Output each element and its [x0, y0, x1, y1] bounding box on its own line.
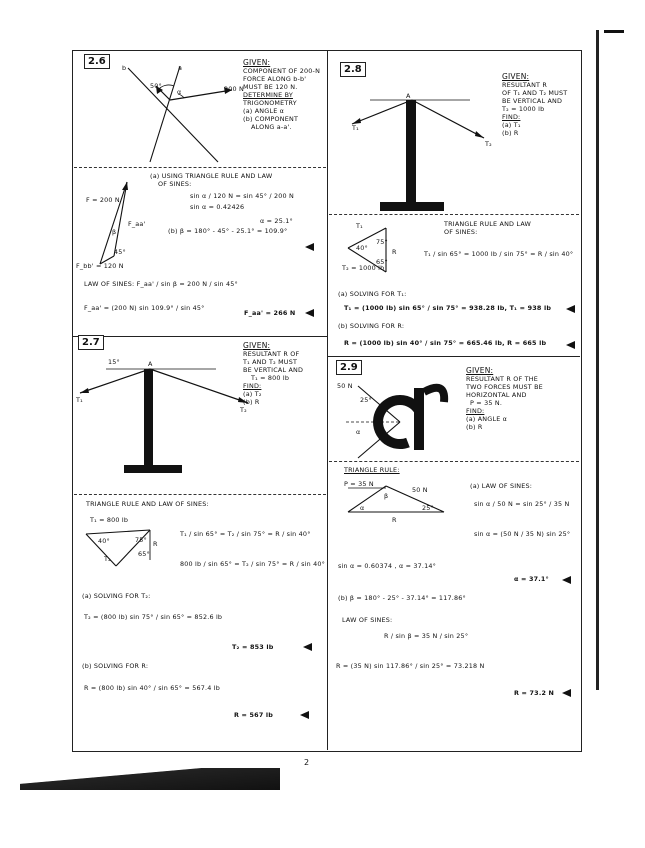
p29-tri-label-beta: β	[384, 492, 389, 500]
scan-shadow-bottom	[20, 768, 280, 790]
p27-given-line: BE VERTICAL AND	[243, 366, 304, 375]
p28-sol-a-heading: (a) SOLVING FOR T₁:	[338, 290, 407, 298]
p29-sol-b-beta: (b) β = 180° - 25° - 37.14° = 117.86°	[338, 594, 466, 602]
p28-answer-arrow-a	[566, 305, 575, 313]
p26-given	[243, 58, 320, 131]
p26-given-line: FORCE ALONG b-b'	[243, 75, 307, 84]
p29-answer-arrow-a	[562, 576, 571, 584]
p29-sol-a-heading: (a) LAW OF SINES:	[470, 482, 533, 490]
p27-given-line: T₁ = 800 lb	[251, 374, 290, 383]
p27-fig-label-A: A	[148, 360, 153, 368]
p27-tri-label-T1: T₁ = 800 lb	[90, 516, 129, 524]
p28-eq: T₁ / sin 65° = 1000 lb / sin 75° = R / sin 40°	[424, 250, 574, 258]
problem-number-2-8: 2.8	[340, 62, 366, 77]
p26-sol-line: OF SINES:	[158, 180, 192, 188]
p26-fig-label-50: 50°	[150, 82, 162, 90]
p28-given-title: GIVEN:	[502, 72, 530, 81]
p27-given-title: GIVEN:	[243, 341, 271, 350]
p27-tri-label-T2: T₂	[104, 555, 111, 563]
p28-fig-label-T1: T₁	[352, 124, 359, 132]
p27-sol-a-expression: T₂ = (800 lb) sin 75° / sin 65° = 852.6 lb	[84, 613, 223, 621]
problem-number-2-6: 2.6	[84, 54, 110, 69]
p26-fig-label-b: b	[122, 64, 127, 72]
p28-tri-label-T2: T₂ = 1000 lb	[342, 264, 385, 272]
p28-sol-line: OF SINES:	[444, 228, 478, 236]
p26-given-line: (b) COMPONENT	[243, 115, 299, 124]
p27-given	[243, 341, 303, 406]
p27-given-line: (b) R	[243, 398, 260, 407]
p29-answer-a: α = 37.1°	[514, 575, 549, 583]
p27-given-line: RESULTANT R OF	[243, 350, 300, 359]
p29-given-line: HORIZONTAL AND	[466, 391, 527, 400]
p29-given-line: TWO FORCES MUST BE	[466, 383, 543, 392]
p26-solution	[150, 172, 294, 235]
p26-tri-label-F: F = 200 N	[86, 196, 120, 204]
p29-given-line: (a) ANGLE α	[466, 415, 508, 424]
p26-fig-label-200n: 200 N	[224, 85, 245, 93]
p29-given-title: GIVEN:	[466, 366, 494, 375]
p29-sol-b-eq: R / sin β = 35 N / sin 25°	[384, 632, 469, 640]
p28-given-line: (b) R	[502, 129, 519, 138]
p26-given-title: GIVEN:	[243, 58, 271, 67]
p29-tri-label-25: 25°	[422, 504, 434, 512]
p27-sol-b-heading: (b) SOLVING FOR R:	[82, 662, 149, 670]
p29-given-line: RESULTANT R OF THE	[466, 375, 538, 384]
p26-sol-line: α = 25.1°	[260, 217, 293, 225]
p26-given-line: COMPONENT OF 200-N	[243, 67, 321, 76]
p28-given-line: RESULTANT R	[502, 81, 548, 90]
p28-fig-label-T2: T₂	[485, 140, 492, 148]
p29-tri-label-50n: 50 N	[412, 486, 428, 494]
scan-edge-mark	[604, 30, 624, 33]
p27-tri-label-75: 75°	[135, 536, 147, 544]
p29-sol-a-result: sin α = 0.60374 , α = 37.14°	[338, 562, 437, 570]
p29-tri-label-R: R	[392, 516, 397, 524]
p26-tri-label-beta: β	[112, 228, 117, 236]
p27-fig-label-T2: T₂	[240, 406, 247, 414]
p26-tri-label-45: 45°	[114, 248, 126, 256]
p29-given	[466, 366, 543, 431]
p27-given-line: FIND:	[243, 382, 262, 391]
p28-tri-label-65: 65°	[376, 258, 388, 266]
dashed-divider-27	[74, 494, 326, 495]
p26-faa-expression: F_aa' = (200 N) sin 109.9° / sin 45°	[84, 304, 205, 312]
p26-answer-b: F_aa' = 266 N	[244, 309, 296, 317]
problem-2-7-figure	[76, 355, 256, 485]
p27-answer-arrow-a	[303, 643, 312, 651]
p29-tri-label-P: P = 35 N	[344, 480, 374, 488]
divider-26-27	[72, 336, 328, 337]
p26-tri-label-Fbb: F_bb' = 120 N	[76, 262, 124, 270]
p29-fig-label-alpha: α	[356, 428, 361, 436]
p27-sol-b-expression: R = (800 lb) sin 40° / sin 65° = 567.4 lb	[84, 684, 220, 692]
p26-law-of-sines: LAW OF SINES: F_aa' / sin β = 200 N / sin 45°	[84, 280, 238, 288]
p28-answer-arrow-b	[566, 341, 575, 349]
p27-force-triangle	[80, 516, 160, 576]
problem-2-8-figure	[350, 80, 490, 220]
scan-edge-right	[596, 30, 599, 690]
p26-given-line: MUST BE 120 N.	[243, 83, 298, 92]
p29-given-line: P = 35 N.	[470, 399, 503, 408]
p28-force-triangle	[340, 222, 420, 282]
p28-tri-label-75: 75°	[376, 238, 388, 246]
p29-sol-b-expression: R = (35 N) sin 117.86° / sin 25° = 73.218 N	[336, 662, 485, 670]
p26-given-line: (a) ANGLE α	[243, 107, 285, 116]
p28-tri-label-T1: T₁	[356, 222, 363, 230]
p27-eq-numeric: 800 lb / sin 65° = T₂ / sin 75° = R / sin 40°	[180, 560, 325, 568]
p28-given-line: FIND:	[502, 113, 521, 122]
p27-tri-label-65: 65°	[138, 550, 150, 558]
p26-given-line: TRIGONOMETRY	[243, 99, 297, 108]
p29-answer-arrow-b	[562, 689, 571, 697]
p29-fig-label-25: 25°	[360, 396, 372, 404]
problem-number-2-9: 2.9	[336, 360, 362, 375]
p27-triangle-rule: TRIANGLE RULE AND LAW OF SINES:	[86, 500, 209, 508]
p29-given-line: FIND:	[466, 407, 485, 416]
p29-sol-a-eq: sin α / 50 N = sin 25° / 35 N	[474, 500, 570, 508]
p27-given-line: (a) T₂	[243, 390, 262, 399]
p28-fig-label-A: A	[406, 92, 411, 100]
p26-answer-arrow-b	[305, 309, 314, 317]
p26-sol-line: (b) β = 180° - 45° - 25.1° = 109.9°	[168, 227, 288, 235]
p27-fig-label-15: 15°	[108, 358, 120, 366]
p28-tri-label-40: 40°	[356, 244, 368, 252]
problem-2-9-figure	[336, 372, 466, 472]
p26-given-line: ALONG a-a'.	[251, 123, 292, 132]
problem-number-2-7: 2.7	[78, 335, 104, 350]
p29-fig-label-50n: 50 N	[337, 382, 353, 390]
p29-law-heading: LAW OF SINES:	[342, 616, 393, 624]
p28-sol-line: TRIANGLE RULE AND LAW	[444, 220, 532, 228]
p27-sol-a-heading: (a) SOLVING FOR T₂:	[82, 592, 151, 600]
p27-eq-general: T₁ / sin 65° = T₂ / sin 75° = R / sin 40°	[180, 530, 311, 538]
p26-fig-label-a: a	[178, 64, 183, 72]
p26-given-line: DETERMINE BY	[243, 91, 293, 100]
p26-tri-label-Faa: F_aa'	[128, 220, 146, 228]
p29-triangle-rule: TRIANGLE RULE:	[344, 466, 400, 474]
page-number: 2	[304, 758, 310, 767]
p28-given-line: T₂ = 1000 lb	[502, 105, 545, 114]
p26-fig-label-alpha: α	[177, 88, 182, 96]
p28-given-line: (a) T₁	[502, 121, 521, 130]
p27-answer-arrow-b	[300, 711, 309, 719]
p28-tri-label-R: R	[392, 248, 397, 256]
p27-fig-label-T1: T₁	[76, 396, 83, 404]
p28-given	[502, 72, 567, 137]
p26-sol-line: (a) USING TRIANGLE RULE AND LAW	[150, 172, 273, 180]
p27-answer-b: R = 567 lb	[234, 711, 274, 719]
p27-answer-a: T₂ = 853 lb	[232, 643, 274, 651]
p29-given-line: (b) R	[466, 423, 483, 432]
p28-answer-a: T₁ = (1000 lb) sin 65° / sin 75° = 938.28 lb, T₁ = 938 lb	[344, 304, 552, 312]
problem-2-6-figure	[110, 60, 240, 170]
p28-answer-b: R = (1000 lb) sin 40° / sin 75° = 665.46 lb, R = 665 lb	[344, 339, 547, 347]
p28-given-line: BE VERTICAL AND	[502, 97, 563, 106]
divider-28-29	[327, 356, 580, 357]
p26-sol-line: sin α = 0.42426	[190, 203, 245, 211]
p27-given-line: T₁ AND T₂ MUST	[243, 358, 298, 367]
p29-sol-a-expression: sin α = (50 N / 35 N) sin 25°	[474, 530, 571, 538]
p28-sol-b-heading: (b) SOLVING FOR R:	[338, 322, 405, 330]
p26-answer-arrow-a	[305, 243, 314, 251]
p27-tri-label-40: 40°	[98, 537, 110, 545]
p26-sol-line: sin α / 120 N = sin 45° / 200 N	[190, 192, 294, 200]
p29-answer-b: R = 73.2 N	[514, 689, 555, 697]
p28-given-line: OF T₁ AND T₂ MUST	[502, 89, 568, 98]
p29-tri-label-alpha: α	[360, 504, 365, 512]
p27-tri-label-R: R	[153, 540, 158, 548]
center-divider	[327, 50, 328, 750]
p28-law-heading	[444, 220, 531, 236]
